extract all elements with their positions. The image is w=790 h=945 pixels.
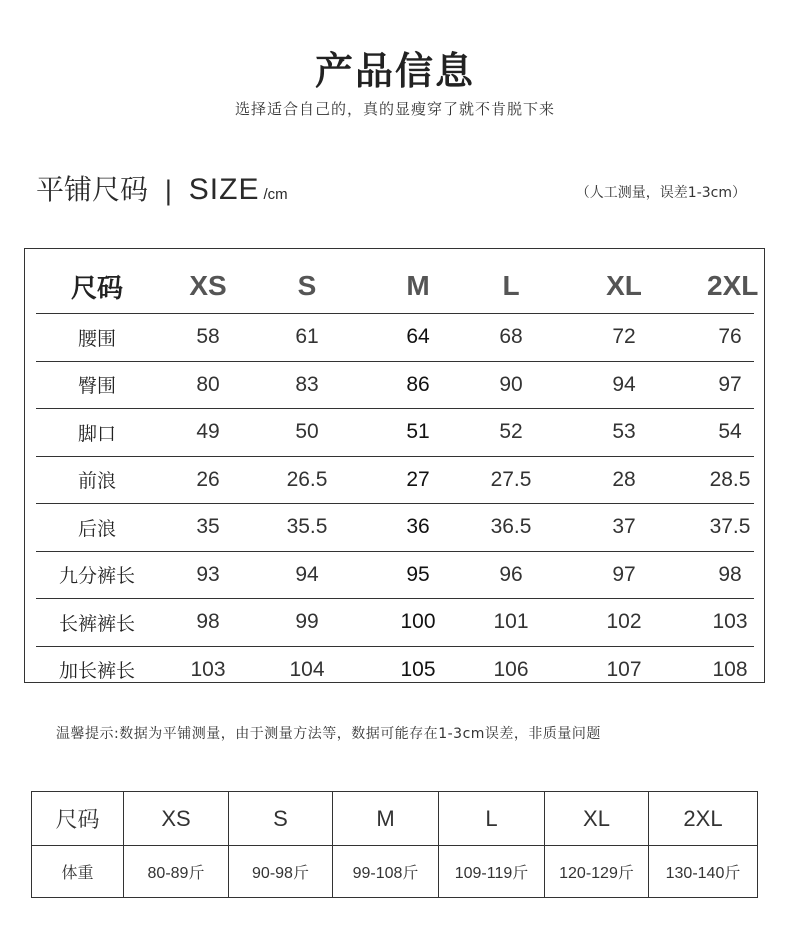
measurement-cell: 35 bbox=[158, 504, 258, 552]
measurement-cell: 58 bbox=[158, 314, 258, 362]
measurement-cell: 36.5 bbox=[480, 504, 542, 552]
weight-size-cell: L bbox=[439, 792, 545, 846]
size-header-cell: S bbox=[258, 259, 356, 314]
measurement-cell: 51 bbox=[356, 409, 480, 457]
measurement-cell: 37.5 bbox=[706, 504, 754, 552]
table-row bbox=[36, 409, 754, 457]
table-row bbox=[36, 361, 754, 409]
table-row bbox=[36, 646, 754, 693]
table-row bbox=[36, 456, 754, 504]
measurement-cell: 105 bbox=[400, 657, 436, 681]
measurement-cell: 27.5 bbox=[480, 456, 542, 504]
table-row bbox=[36, 599, 754, 647]
weight-value-cell: 80-89斤 bbox=[124, 846, 229, 898]
weight-header-label: 尺码 bbox=[32, 792, 124, 846]
measurement-cell: 83 bbox=[258, 361, 356, 409]
measurement-tip: 温馨提示:数据为平铺测量，由于测量方法等，数据可能存在1-3cm误差，非质量问题 bbox=[56, 726, 601, 742]
size-table-header-row bbox=[36, 259, 754, 314]
weight-table bbox=[31, 791, 758, 898]
measurement-cell: 102 bbox=[542, 599, 706, 647]
weight-size-cell: M bbox=[333, 792, 439, 846]
measurement-cell: 100 bbox=[356, 599, 480, 647]
measurement-cell: 52 bbox=[480, 409, 542, 457]
measurement-cell: 54 bbox=[706, 409, 754, 457]
measurement-cell: 96 bbox=[480, 551, 542, 599]
row-label: 臀围 bbox=[36, 361, 158, 409]
table-row bbox=[36, 314, 754, 362]
size-header-cell: XS bbox=[158, 259, 258, 314]
measurement-cell: 26.5 bbox=[258, 456, 356, 504]
measurement-cell: 27 bbox=[356, 456, 480, 504]
size-header-cell: 2XL bbox=[706, 259, 754, 314]
measurement-cell: 98 bbox=[706, 551, 754, 599]
measurement-cell: 28 bbox=[542, 456, 706, 504]
measurement-cell: 90 bbox=[480, 361, 542, 409]
measurement-cell: 86 bbox=[356, 361, 480, 409]
measurement-cell: 28.5 bbox=[706, 456, 754, 504]
measurement-cell: 103 bbox=[706, 599, 754, 647]
measurement-cell: 108 bbox=[712, 657, 748, 681]
table-row bbox=[36, 504, 754, 552]
page-subtitle: 选择适合自己的，真的显瘦穿了就不肯脱下来 bbox=[234, 100, 555, 118]
weight-size-cell: S bbox=[229, 792, 333, 846]
measurement-cell: 49 bbox=[158, 409, 258, 457]
size-unit: /cm bbox=[263, 186, 288, 203]
measurement-cell: 104 bbox=[289, 657, 325, 681]
weight-value-cell: 120-129斤 bbox=[545, 846, 649, 898]
measurement-cell: 80 bbox=[158, 361, 258, 409]
page-title: 产品信息 bbox=[314, 49, 475, 93]
measurement-cell: 103 bbox=[190, 657, 226, 681]
size-heading-cn: 平铺尺码 bbox=[36, 173, 149, 206]
measurement-cell: 99 bbox=[258, 599, 356, 647]
size-header-cell: M bbox=[356, 259, 480, 314]
weight-table-header-row bbox=[32, 792, 758, 846]
measurement-cell: 72 bbox=[542, 314, 706, 362]
weight-value-cell: 130-140斤 bbox=[649, 846, 758, 898]
size-heading-separator: | bbox=[164, 176, 173, 206]
measurement-cell: 95 bbox=[356, 551, 480, 599]
measurement-cell: 36 bbox=[356, 504, 480, 552]
measurement-cell: 35.5 bbox=[258, 504, 356, 552]
weight-size-cell: XL bbox=[545, 792, 649, 846]
measurement-cell: 101 bbox=[480, 599, 542, 647]
row-label: 脚口 bbox=[36, 409, 158, 457]
size-heading bbox=[36, 168, 288, 208]
measurement-cell: 53 bbox=[542, 409, 706, 457]
size-heading-en: SIZE bbox=[188, 173, 260, 206]
weight-value-cell: 90-98斤 bbox=[229, 846, 333, 898]
measurement-note: （人工测量，误差1-3cm） bbox=[575, 185, 746, 201]
size-table-frame bbox=[24, 248, 765, 683]
row-label: 腰围 bbox=[36, 314, 158, 362]
measurement-cell: 76 bbox=[706, 314, 754, 362]
weight-row-label: 体重 bbox=[32, 846, 124, 898]
weight-value-cell: 109-119斤 bbox=[439, 846, 545, 898]
size-header-label: 尺码 bbox=[36, 259, 158, 314]
measurement-cell: 50 bbox=[258, 409, 356, 457]
row-label: 前浪 bbox=[36, 456, 158, 504]
measurement-cell: 68 bbox=[480, 314, 542, 362]
measurement-cell: 98 bbox=[158, 599, 258, 647]
size-header-cell: XL bbox=[542, 259, 706, 314]
row-label: 九分裤长 bbox=[36, 551, 158, 599]
measurement-cell: 64 bbox=[356, 314, 480, 362]
measurement-cell: 37 bbox=[542, 504, 706, 552]
measurement-cell: 97 bbox=[706, 361, 754, 409]
size-table bbox=[36, 259, 759, 693]
measurement-cell: 93 bbox=[158, 551, 258, 599]
measurement-cell: 97 bbox=[542, 551, 706, 599]
row-label: 加长裤长 bbox=[58, 660, 135, 683]
weight-size-cell: XS bbox=[124, 792, 229, 846]
size-header-cell: L bbox=[480, 259, 542, 314]
row-label: 后浪 bbox=[36, 504, 158, 552]
measurement-cell: 106 bbox=[493, 657, 529, 681]
measurement-cell: 61 bbox=[258, 314, 356, 362]
weight-value-cell: 99-108斤 bbox=[333, 846, 439, 898]
measurement-cell: 94 bbox=[258, 551, 356, 599]
weight-size-cell: 2XL bbox=[649, 792, 758, 846]
measurement-cell: 26 bbox=[158, 456, 258, 504]
measurement-cell: 94 bbox=[542, 361, 706, 409]
weight-table-row bbox=[32, 846, 758, 898]
table-row bbox=[36, 551, 754, 599]
measurement-cell: 107 bbox=[606, 657, 642, 681]
row-label: 长裤裤长 bbox=[36, 599, 158, 647]
